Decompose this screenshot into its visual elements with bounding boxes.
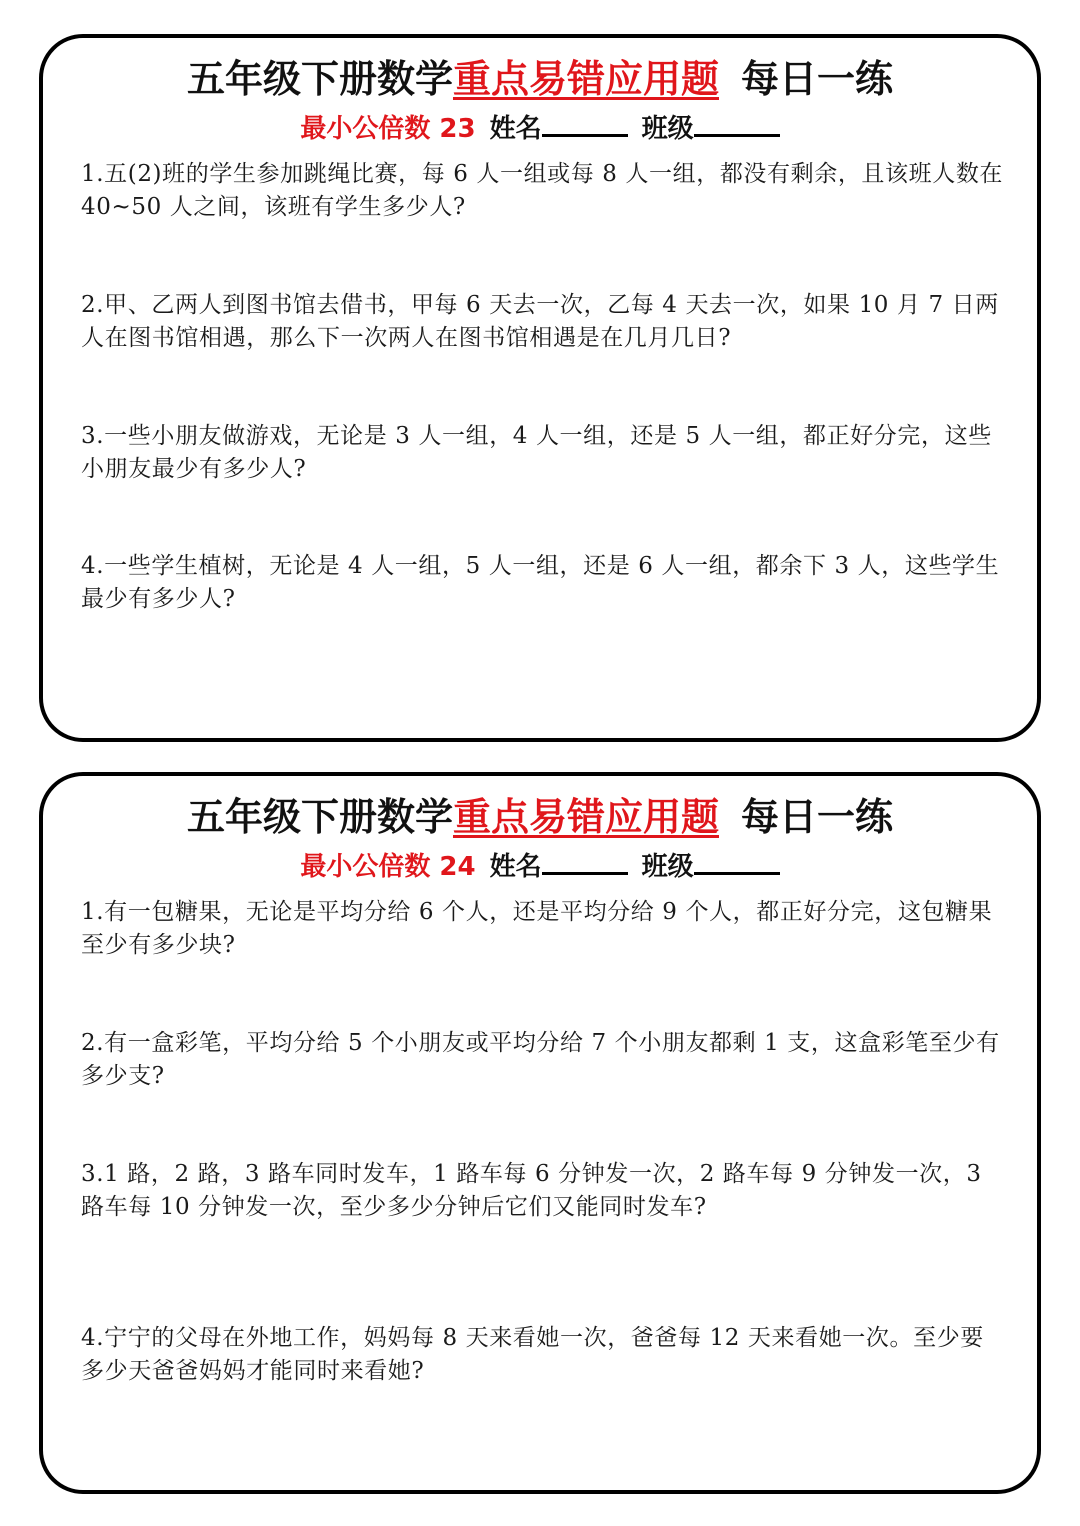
worksheet-subtitle (43, 110, 1037, 147)
name-label: 姓名 (489, 852, 542, 882)
title-highlight: 重点易错应用题 (452, 57, 719, 101)
class-blank (694, 110, 780, 137)
class-label: 班级 (641, 852, 694, 882)
worksheet-title (43, 792, 1037, 842)
worksheet-subtitle (43, 848, 1037, 885)
name-label: 姓名 (489, 114, 542, 144)
topic-label: 最小公倍数 24 (300, 852, 476, 882)
title-highlight: 重点易错应用题 (452, 795, 719, 839)
problem-2: 2.甲、乙两人到图书馆去借书，甲每 6 天去一次，乙每 4 天去一次，如果 10 月 7 日两人在图书馆相遇，那么下一次两人在图书馆相遇是在几月几日? (81, 292, 999, 351)
problem-4: 4.一些学生植树，无论是 4 人一组，5 人一组，还是 6 人一组，都余下 3 人，这些学生最少有多少人? (81, 553, 1000, 612)
class-label: 班级 (641, 114, 694, 144)
problem-3: 3.1 路，2 路，3 路车同时发车，1 路车每 6 分钟发一次，2 路车每 9 分钟发一次，3 路车每 10 分钟发一次，至少多少分钟后它们又能同时发车? (81, 1161, 982, 1220)
problem-1: 1.五(2)班的学生参加跳绳比赛，每 6 人一组或每 8 人一组，都没有剩余，且该班人数在 40~50 人之间，该班有学生多少人? (81, 161, 1004, 220)
problem-1: 1.有一包糖果，无论是平均分给 6 个人，还是平均分给 9 个人，都正好分完，这包糖果至少有多少块? (81, 899, 993, 958)
name-blank (542, 110, 628, 137)
problem-3: 3.一些小朋友做游戏，无论是 3 人一组，4 人一组，还是 5 人一组，都正好分完，这些小朋友最少有多少人? (81, 423, 992, 482)
topic-label: 最小公倍数 23 (300, 114, 476, 144)
problem-2: 2.有一盒彩笔，平均分给 5 个小朋友或平均分给 7 个小朋友都剩 1 支，这盒彩笔至少有多少支? (81, 1030, 1000, 1089)
worksheet-card-24 (39, 772, 1041, 1494)
title-prefix: 五年级下册数学 (186, 795, 453, 839)
title-suffix: 每日一练 (741, 57, 894, 101)
title-suffix: 每日一练 (741, 795, 894, 839)
class-blank (694, 848, 780, 875)
worksheet-title (43, 54, 1037, 104)
title-prefix: 五年级下册数学 (186, 57, 453, 101)
name-blank (542, 848, 628, 875)
problem-4: 4.宁宁的父母在外地工作，妈妈每 8 天来看她一次，爸爸每 12 天来看她一次。至少要多少天爸爸妈妈才能同时来看她? (81, 1325, 984, 1384)
worksheet-card-23 (39, 34, 1041, 742)
